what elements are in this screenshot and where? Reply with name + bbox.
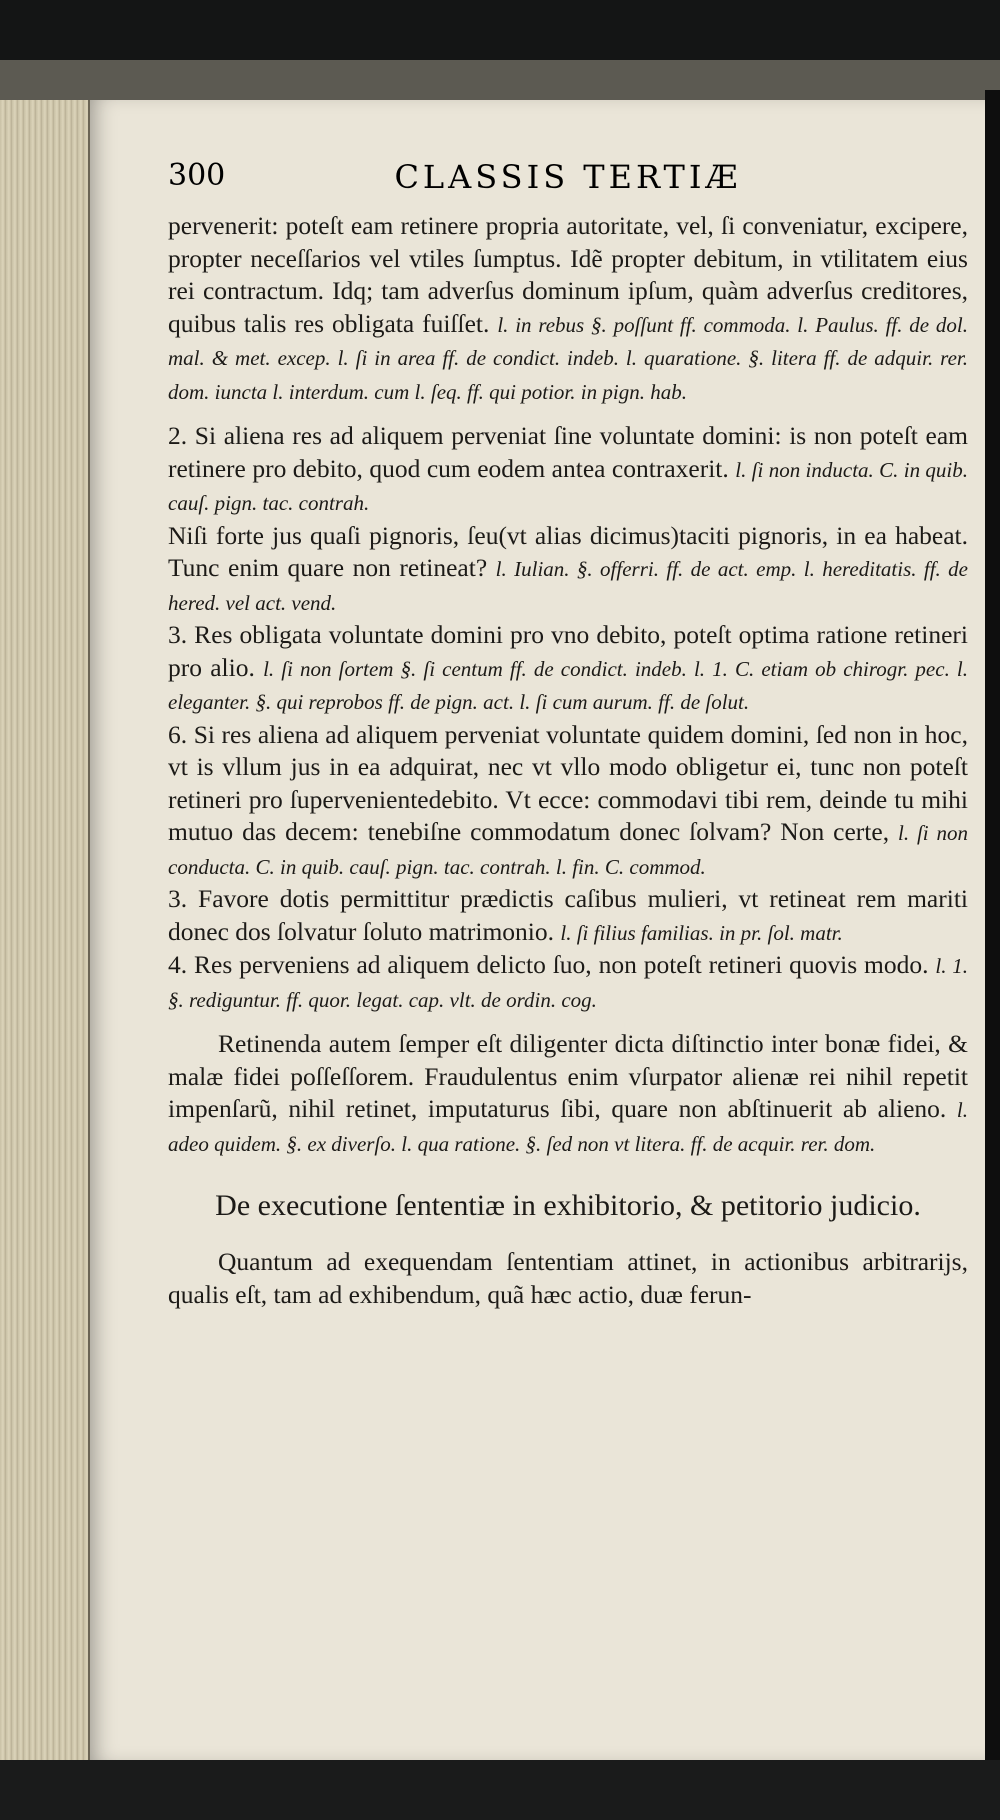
paragraph-text: 3. Res obligata voluntate domini pro vno debito, poteſt optima ratione retineri pro alio. bbox=[168, 620, 968, 682]
paragraph-1 bbox=[168, 210, 968, 408]
section-paragraph: Quantum ad exequendam ſententiam attinet, in actionibus arbitrarijs, qualis eſt, tam ad exhibendum, quã hæc actio, duæ ferun- bbox=[168, 1247, 968, 1309]
paragraph-text: 6. Si res aliena ad aliquem perveniat voluntate quidem domini, ſed non in hoc, vt is vllum jus in ea adquirat, nec vt vllo modo obligetur ei, tunc non poteſt retineri pro ſupervenientedebito. Vt ecce: commodavi tibi rem, deinde tu mihi mutuo das decem: tenebiſne commodatum donec ſolvam? Non certe, bbox=[168, 719, 968, 846]
paragraph-5 bbox=[168, 719, 968, 884]
legal-citation: l. in rebus §. poſſunt ff. commoda. l. Paulus. ff. de dol. mal. & met. excep. l. ſi in area ff. de condict. indeb. l. quaratione. §. litera ff. de adquir. rer. dom. iuncta l. interdum. cum l. ſeq. ff. qui potior. in pign. hab. bbox=[168, 312, 969, 404]
legal-citation: l. ſi non inducta. C. in quib. cauſ. pign. tac. contrah. bbox=[168, 457, 969, 515]
running-title: CLASSIS TERTIÆ bbox=[394, 158, 742, 196]
paragraph-text: 2. Si aliena res ad aliquem perveniat ſine voluntate domini: is non poteſt eam retinere pro debito, quod cum eodem antea contraxerit. bbox=[168, 421, 968, 483]
legal-citation: l. ſi non ſortem §. ſi centum ff. de condict. indeb. l. 1. C. etiam ob chirogr. pec. l. eleganter. §. qui reprobos ff. de pign. act. l. ſi cum aurum. ff. de ſolut. bbox=[168, 656, 969, 714]
section-heading: De executione ſententiæ in exhibitorio, & petitorio judicio. bbox=[215, 1189, 921, 1222]
legal-citation: l. Iulian. §. offerri. ff. de act. emp. l. hereditatis. ff. de hered. vel act. vend. bbox=[168, 557, 969, 615]
paragraph-3 bbox=[168, 520, 968, 620]
paragraph-text: pervenerit: poteſt eam retinere propria autoritate, vel, ſi conveniatur, excipere, propter neceſſarios vel vtiles ſumptus. Idẽ propter debitum, in vtilitatem eius rei contractum. Idq; tam adverſus dominum ipſum, quàm adverſus creditores, quibus talis res obligata fuiſſet. bbox=[168, 211, 968, 338]
legal-citation: l. 1. §. rediguntur. ff. quor. legat. cap. vlt. de ordin. cog. bbox=[168, 954, 968, 1012]
page-number: 300 bbox=[168, 158, 226, 193]
page-header bbox=[168, 158, 968, 202]
bottom-background bbox=[0, 1760, 1000, 1820]
paragraph-6 bbox=[168, 883, 968, 949]
paragraph-text: 4. Res perveniens ad aliquem delicto ſuo, non poteſt retineri quovis modo. bbox=[168, 950, 929, 979]
book-page bbox=[90, 100, 985, 1760]
legal-citation: l. ſi filius familias. in pr. ſol. matr. bbox=[560, 920, 843, 945]
page-body bbox=[168, 210, 968, 1311]
paragraph-2 bbox=[168, 420, 968, 520]
legal-citation: l. adeo quidem. §. ex diverſo. l. qua ratione. §. ſed non vt litera. ff. de acquir. rer. dom. bbox=[168, 1098, 968, 1156]
page-edges-left bbox=[0, 100, 90, 1760]
paragraph-text: Niſi forte jus quaſi pignoris, ſeu(vt alias dicimus)taciti pignoris, in ea habeat. Tunc enim quare non retineat? bbox=[168, 520, 968, 582]
paragraph-text: 3. Favore dotis permittitur prædictis caſibus mulieri, vt retineat rem mariti donec dos ſolvatur ſoluto matrimonio. bbox=[168, 884, 968, 946]
paragraph-4 bbox=[168, 619, 968, 719]
paragraph-text: Retinenda autem ſemper eſt diligenter dicta diſtinctio inter bonæ fidei, & malæ fidei poſſeſſorem. Fraudulentus enim vſurpator alienæ rei nihil repetit impenſarũ, nihil retinet, imputaturus ſibi, quare non abſtinuerit ab alieno. bbox=[168, 1029, 968, 1123]
paragraph-8 bbox=[168, 1028, 968, 1160]
legal-citation: l. ſi non conducta. C. in quib. cauſ. pign. tac. contrah. l. fin. C. commod. bbox=[168, 821, 968, 879]
right-edge-shadow bbox=[985, 90, 1000, 1770]
paragraph-7 bbox=[168, 949, 968, 1016]
